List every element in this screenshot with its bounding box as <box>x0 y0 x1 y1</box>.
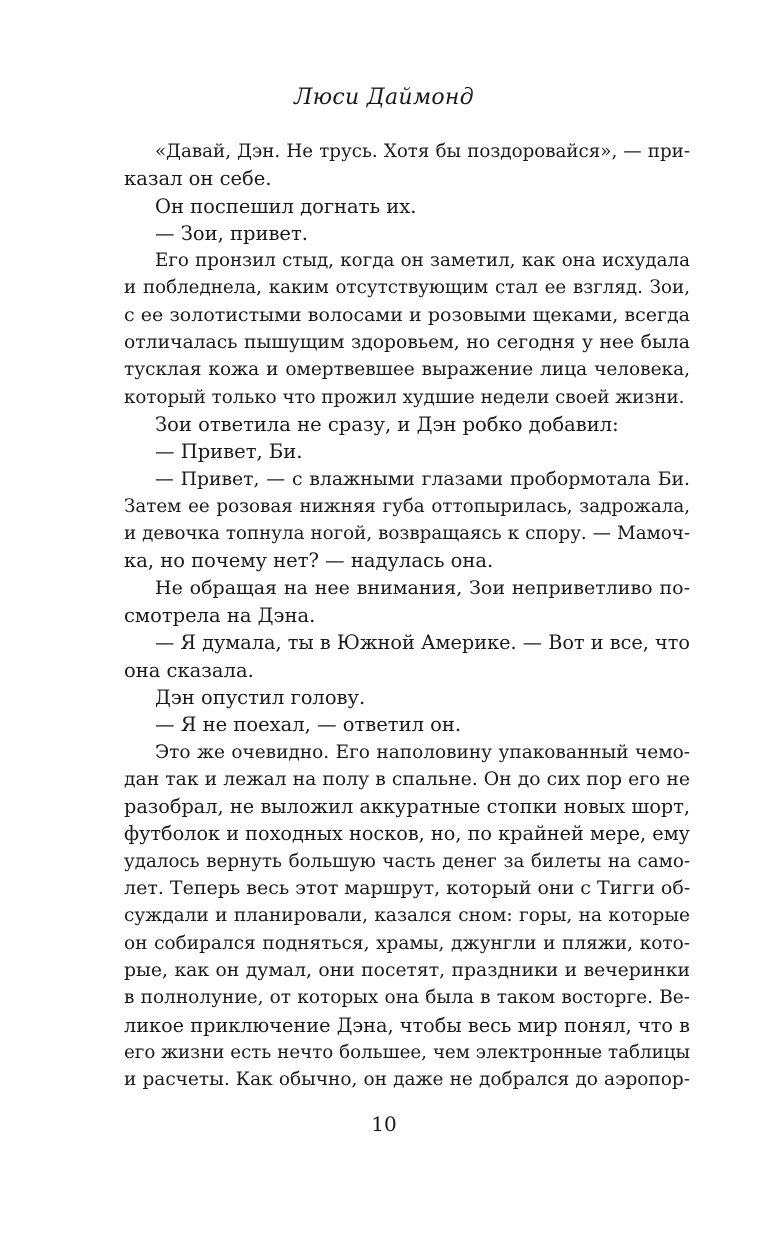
text-line: футболок и походных носков, но, по крайней мере, ему <box>124 822 690 846</box>
text-line: — Привет, Би. <box>155 440 303 464</box>
text-line: отличалась пышущим здоровьем, но сегодня у нее была <box>124 332 690 354</box>
text-line: Он поспешил догнать их. <box>155 194 417 218</box>
text-line: «Давай, Дэн. Не трусь. Хотя бы поздоровайся», — при- <box>155 141 690 162</box>
text-line: тусклая кожа и омертвевшее выражение лица человека, <box>124 359 690 381</box>
text-line: — Привет, — с влажными глазами пробормотала Би. <box>155 468 690 490</box>
page-number: 10 <box>371 1112 397 1136</box>
text-line: который только что прожил худшие недели своей жизни. <box>124 386 685 408</box>
text-line: — Зои, привет. <box>155 221 308 245</box>
text-line: в полнолуние, от которых она была в таком восторге. Ве- <box>124 987 690 1009</box>
text-line: Зои ответила не сразу, и Дэн робко добавил: <box>155 412 619 436</box>
text-line: суждали и планировали, казался сном: горы, на которые <box>124 905 690 927</box>
text-line: Его пронзил стыд, когда он заметил, как она исхудала <box>155 250 690 272</box>
text-line: — Я думала, ты в Южной Америке. — Вот и все, что <box>155 631 690 655</box>
text-line: дан так и лежал на полу в спальне. Он до сих пор его не <box>124 768 690 790</box>
text-line: лет. Теперь весь этот маршрут, который они с Тигги об- <box>124 877 690 900</box>
text-line: она сказала. <box>124 658 254 682</box>
text-line: Не обращая на нее внимания, Зои неприветливо по- <box>155 576 690 599</box>
text-line: разобрал, не выложил аккуратные стопки новых шорт, <box>124 795 690 819</box>
text-line: — Я не поехал, — ответил он. <box>155 713 462 737</box>
text-line: казал он себе. <box>124 167 272 191</box>
text-line: Дэн опустил голову. <box>155 685 366 709</box>
running-header-author: Люси Даймонд <box>294 85 474 110</box>
text-line: ликое приключение Дэна, чтобы весь мир понял, что в <box>124 1013 690 1037</box>
text-line: ка, но почему нет? — надулась она. <box>124 549 494 573</box>
text-line: с ее золотистыми волосами и розовыми щеками, всегда <box>124 303 690 326</box>
text-line: смотрела на Дэна. <box>124 604 316 628</box>
text-line: и побледнела, каким отсутствующим стал ее взгляд. Зои, <box>124 277 690 299</box>
text-line: и девочка топнула ногой, возвращаясь к спору. — Мамоч- <box>124 523 690 545</box>
text-line: он собирался подняться, храмы, джунгли и пляжи, кото- <box>124 932 690 954</box>
text-line: его жизни есть нечто большее, чем электронные таблицы <box>124 1041 690 1063</box>
body-text <box>124 138 690 1093</box>
text-line: Это же очевидно. Его наполовину упакованный чемо- <box>155 741 690 763</box>
text-line: удалось вернуть большую часть денег за билеты на само- <box>124 850 690 872</box>
text-line: и расчеты. Как обычно, он даже не добрался до аэропор- <box>124 1069 690 1091</box>
text-line: рые, как он думал, они посетят, праздники и вечеринки <box>124 959 690 981</box>
text-line: Затем ее розовая нижняя губа оттопырилась, задрожала, <box>124 495 690 517</box>
